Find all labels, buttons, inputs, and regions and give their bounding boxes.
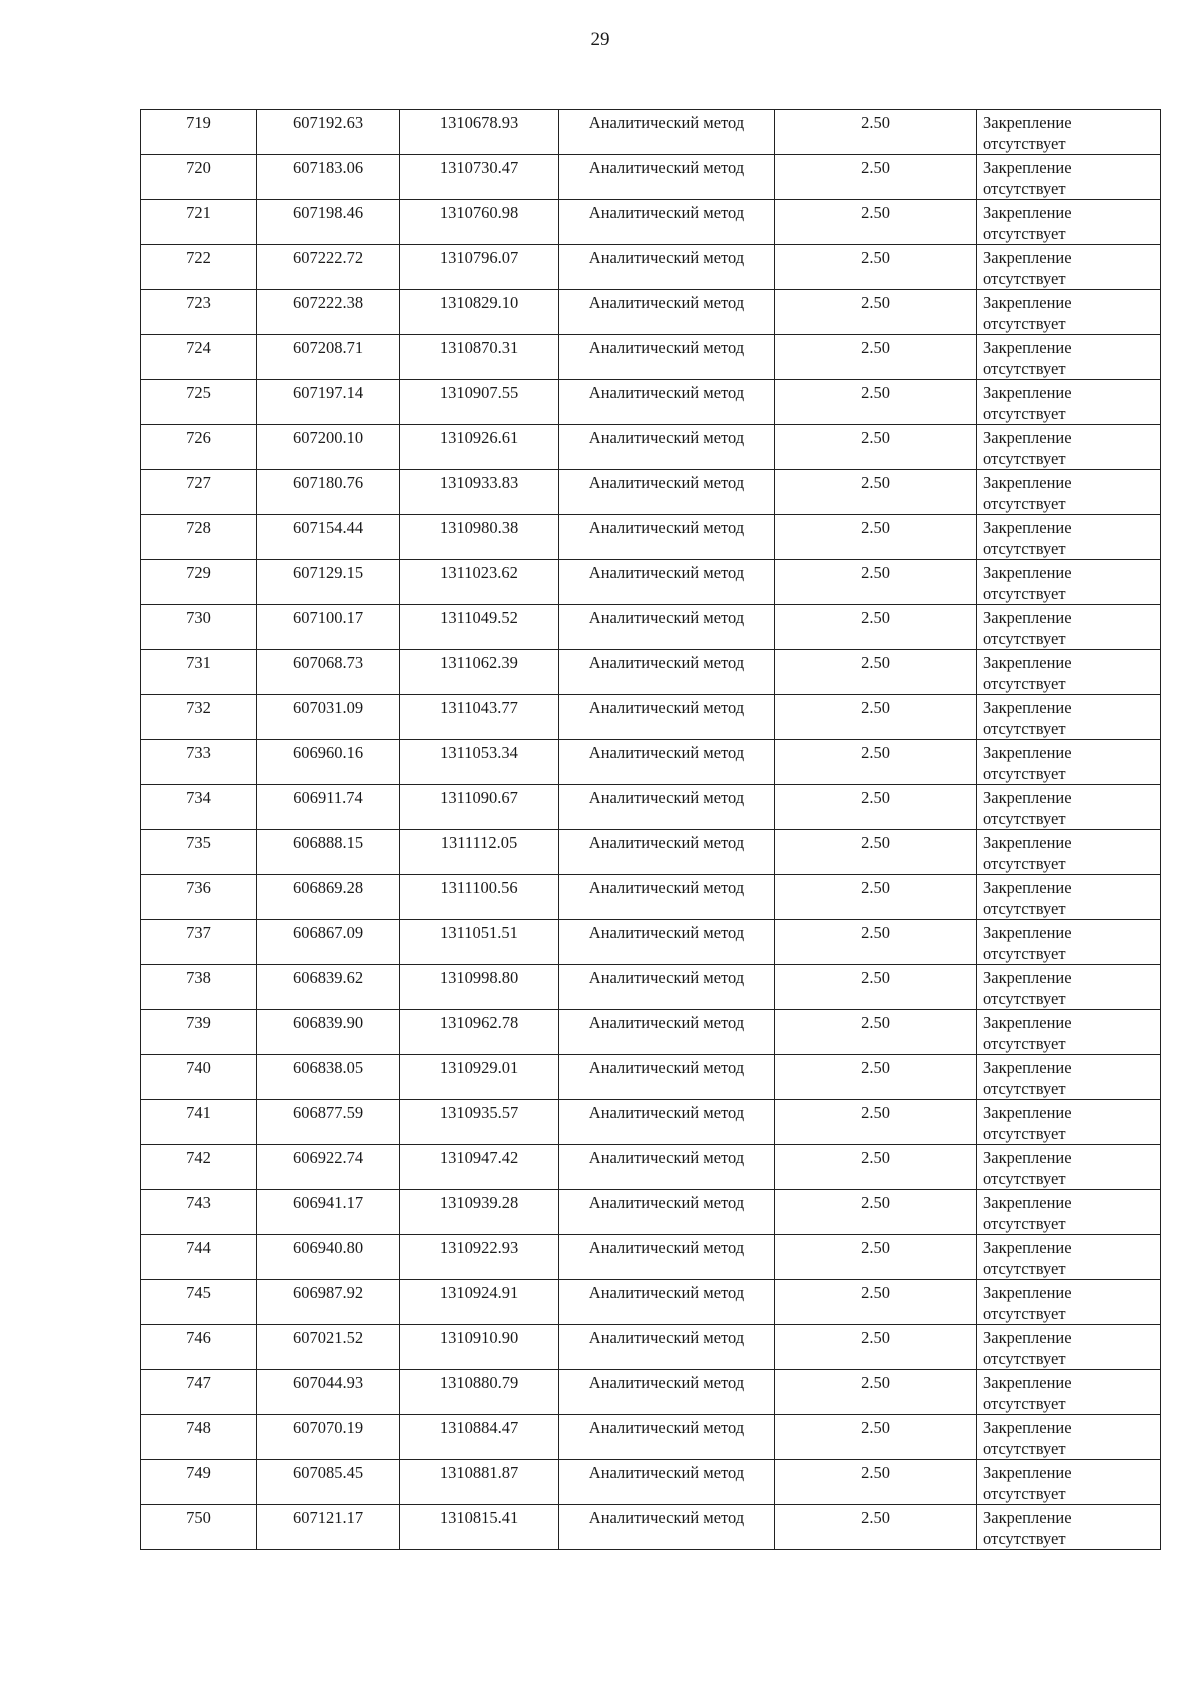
point-number-cell: 746 bbox=[141, 1325, 257, 1370]
x-coordinate-cell: 607200.10 bbox=[257, 425, 400, 470]
y-coordinate-cell: 1310815.41 bbox=[400, 1505, 559, 1550]
accuracy-cell: 2.50 bbox=[775, 1190, 977, 1235]
table-row bbox=[141, 1460, 1161, 1505]
table-row bbox=[141, 1280, 1161, 1325]
table-row bbox=[141, 650, 1161, 695]
method-cell: Аналитический метод bbox=[559, 740, 775, 785]
x-coordinate-cell: 606911.74 bbox=[257, 785, 400, 830]
accuracy-cell: 2.50 bbox=[775, 1100, 977, 1145]
x-coordinate-cell: 607100.17 bbox=[257, 605, 400, 650]
accuracy-cell: 2.50 bbox=[775, 425, 977, 470]
point-number-cell: 727 bbox=[141, 470, 257, 515]
method-cell: Аналитический метод bbox=[559, 335, 775, 380]
page-number: 29 bbox=[590, 29, 610, 50]
accuracy-cell: 2.50 bbox=[775, 1415, 977, 1460]
table-row bbox=[141, 335, 1161, 380]
y-coordinate-cell: 1310926.61 bbox=[400, 425, 559, 470]
accuracy-cell: 2.50 bbox=[775, 335, 977, 380]
point-number-cell: 735 bbox=[141, 830, 257, 875]
y-coordinate-cell: 1310760.98 bbox=[400, 200, 559, 245]
point-number-cell: 750 bbox=[141, 1505, 257, 1550]
method-cell: Аналитический метод bbox=[559, 1010, 775, 1055]
y-coordinate-cell: 1311112.05 bbox=[400, 830, 559, 875]
fixing-cell: Закрепление отсутствует bbox=[977, 650, 1161, 695]
table-row bbox=[141, 560, 1161, 605]
table-row bbox=[141, 605, 1161, 650]
accuracy-cell: 2.50 bbox=[775, 245, 977, 290]
method-cell: Аналитический метод bbox=[559, 830, 775, 875]
accuracy-cell: 2.50 bbox=[775, 1010, 977, 1055]
x-coordinate-cell: 607222.72 bbox=[257, 245, 400, 290]
accuracy-cell: 2.50 bbox=[775, 470, 977, 515]
y-coordinate-cell: 1311049.52 bbox=[400, 605, 559, 650]
y-coordinate-cell: 1311023.62 bbox=[400, 560, 559, 605]
table-row bbox=[141, 1415, 1161, 1460]
point-number-cell: 732 bbox=[141, 695, 257, 740]
table-row bbox=[141, 200, 1161, 245]
method-cell: Аналитический метод bbox=[559, 245, 775, 290]
point-number-cell: 721 bbox=[141, 200, 257, 245]
point-number-cell: 726 bbox=[141, 425, 257, 470]
method-cell: Аналитический метод bbox=[559, 425, 775, 470]
point-number-cell: 720 bbox=[141, 155, 257, 200]
y-coordinate-cell: 1310730.47 bbox=[400, 155, 559, 200]
point-number-cell: 739 bbox=[141, 1010, 257, 1055]
table-row bbox=[141, 110, 1161, 155]
method-cell: Аналитический метод bbox=[559, 515, 775, 560]
point-number-cell: 729 bbox=[141, 560, 257, 605]
fixing-cell: Закрепление отсутствует bbox=[977, 560, 1161, 605]
fixing-cell: Закрепление отсутствует bbox=[977, 245, 1161, 290]
fixing-cell: Закрепление отсутствует bbox=[977, 155, 1161, 200]
y-coordinate-cell: 1310884.47 bbox=[400, 1415, 559, 1460]
y-coordinate-cell: 1310880.79 bbox=[400, 1370, 559, 1415]
y-coordinate-cell: 1310935.57 bbox=[400, 1100, 559, 1145]
y-coordinate-cell: 1311062.39 bbox=[400, 650, 559, 695]
y-coordinate-cell: 1310678.93 bbox=[400, 110, 559, 155]
method-cell: Аналитический метод bbox=[559, 1415, 775, 1460]
y-coordinate-cell: 1310947.42 bbox=[400, 1145, 559, 1190]
table-row bbox=[141, 830, 1161, 875]
method-cell: Аналитический метод bbox=[559, 470, 775, 515]
point-number-cell: 723 bbox=[141, 290, 257, 335]
x-coordinate-cell: 607085.45 bbox=[257, 1460, 400, 1505]
x-coordinate-cell: 606888.15 bbox=[257, 830, 400, 875]
point-number-cell: 719 bbox=[141, 110, 257, 155]
accuracy-cell: 2.50 bbox=[775, 380, 977, 425]
x-coordinate-cell: 607198.46 bbox=[257, 200, 400, 245]
fixing-cell: Закрепление отсутствует bbox=[977, 110, 1161, 155]
x-coordinate-cell: 607021.52 bbox=[257, 1325, 400, 1370]
method-cell: Аналитический метод bbox=[559, 200, 775, 245]
x-coordinate-cell: 607068.73 bbox=[257, 650, 400, 695]
table-row bbox=[141, 1190, 1161, 1235]
fixing-cell: Закрепление отсутствует bbox=[977, 1280, 1161, 1325]
accuracy-cell: 2.50 bbox=[775, 650, 977, 695]
table-row bbox=[141, 1100, 1161, 1145]
table-row bbox=[141, 695, 1161, 740]
x-coordinate-cell: 606987.92 bbox=[257, 1280, 400, 1325]
accuracy-cell: 2.50 bbox=[775, 965, 977, 1010]
y-coordinate-cell: 1310829.10 bbox=[400, 290, 559, 335]
method-cell: Аналитический метод bbox=[559, 1235, 775, 1280]
x-coordinate-cell: 607121.17 bbox=[257, 1505, 400, 1550]
method-cell: Аналитический метод bbox=[559, 1325, 775, 1370]
table-row bbox=[141, 875, 1161, 920]
x-coordinate-cell: 607222.38 bbox=[257, 290, 400, 335]
y-coordinate-cell: 1311043.77 bbox=[400, 695, 559, 740]
fixing-cell: Закрепление отсутствует bbox=[977, 830, 1161, 875]
point-number-cell: 741 bbox=[141, 1100, 257, 1145]
accuracy-cell: 2.50 bbox=[775, 920, 977, 965]
point-number-cell: 740 bbox=[141, 1055, 257, 1100]
accuracy-cell: 2.50 bbox=[775, 290, 977, 335]
method-cell: Аналитический метод bbox=[559, 380, 775, 425]
accuracy-cell: 2.50 bbox=[775, 740, 977, 785]
x-coordinate-cell: 606877.59 bbox=[257, 1100, 400, 1145]
accuracy-cell: 2.50 bbox=[775, 830, 977, 875]
accuracy-cell: 2.50 bbox=[775, 560, 977, 605]
x-coordinate-cell: 607129.15 bbox=[257, 560, 400, 605]
table-row bbox=[141, 515, 1161, 560]
fixing-cell: Закрепление отсутствует bbox=[977, 1235, 1161, 1280]
point-number-cell: 745 bbox=[141, 1280, 257, 1325]
fixing-cell: Закрепление отсутствует bbox=[977, 1325, 1161, 1370]
x-coordinate-cell: 606940.80 bbox=[257, 1235, 400, 1280]
table-row bbox=[141, 1325, 1161, 1370]
accuracy-cell: 2.50 bbox=[775, 1460, 977, 1505]
table-row bbox=[141, 425, 1161, 470]
x-coordinate-cell: 606839.62 bbox=[257, 965, 400, 1010]
point-number-cell: 748 bbox=[141, 1415, 257, 1460]
accuracy-cell: 2.50 bbox=[775, 1370, 977, 1415]
point-number-cell: 744 bbox=[141, 1235, 257, 1280]
x-coordinate-cell: 606839.90 bbox=[257, 1010, 400, 1055]
method-cell: Аналитический метод bbox=[559, 155, 775, 200]
x-coordinate-cell: 607208.71 bbox=[257, 335, 400, 380]
method-cell: Аналитический метод bbox=[559, 920, 775, 965]
y-coordinate-cell: 1310881.87 bbox=[400, 1460, 559, 1505]
fixing-cell: Закрепление отсутствует bbox=[977, 1505, 1161, 1550]
x-coordinate-cell: 606960.16 bbox=[257, 740, 400, 785]
x-coordinate-cell: 606838.05 bbox=[257, 1055, 400, 1100]
table-row bbox=[141, 785, 1161, 830]
point-number-cell: 738 bbox=[141, 965, 257, 1010]
method-cell: Аналитический метод bbox=[559, 290, 775, 335]
method-cell: Аналитический метод bbox=[559, 560, 775, 605]
table-row bbox=[141, 740, 1161, 785]
point-number-cell: 728 bbox=[141, 515, 257, 560]
accuracy-cell: 2.50 bbox=[775, 1145, 977, 1190]
x-coordinate-cell: 607154.44 bbox=[257, 515, 400, 560]
fixing-cell: Закрепление отсутствует bbox=[977, 1100, 1161, 1145]
method-cell: Аналитический метод bbox=[559, 1370, 775, 1415]
fixing-cell: Закрепление отсутствует bbox=[977, 380, 1161, 425]
point-number-cell: 749 bbox=[141, 1460, 257, 1505]
x-coordinate-cell: 606941.17 bbox=[257, 1190, 400, 1235]
x-coordinate-cell: 607044.93 bbox=[257, 1370, 400, 1415]
fixing-cell: Закрепление отсутствует bbox=[977, 875, 1161, 920]
accuracy-cell: 2.50 bbox=[775, 1325, 977, 1370]
y-coordinate-cell: 1311090.67 bbox=[400, 785, 559, 830]
x-coordinate-cell: 607180.76 bbox=[257, 470, 400, 515]
point-number-cell: 733 bbox=[141, 740, 257, 785]
table-row bbox=[141, 965, 1161, 1010]
accuracy-cell: 2.50 bbox=[775, 200, 977, 245]
x-coordinate-cell: 607197.14 bbox=[257, 380, 400, 425]
method-cell: Аналитический метод bbox=[559, 1145, 775, 1190]
coordinates-table-body bbox=[141, 110, 1161, 1550]
method-cell: Аналитический метод bbox=[559, 1280, 775, 1325]
y-coordinate-cell: 1310907.55 bbox=[400, 380, 559, 425]
accuracy-cell: 2.50 bbox=[775, 1280, 977, 1325]
fixing-cell: Закрепление отсутствует bbox=[977, 785, 1161, 830]
y-coordinate-cell: 1310796.07 bbox=[400, 245, 559, 290]
coordinates-table bbox=[140, 109, 1161, 1550]
x-coordinate-cell: 606869.28 bbox=[257, 875, 400, 920]
method-cell: Аналитический метод bbox=[559, 875, 775, 920]
fixing-cell: Закрепление отсутствует bbox=[977, 515, 1161, 560]
method-cell: Аналитический метод bbox=[559, 1505, 775, 1550]
x-coordinate-cell: 606922.74 bbox=[257, 1145, 400, 1190]
fixing-cell: Закрепление отсутствует bbox=[977, 290, 1161, 335]
method-cell: Аналитический метод bbox=[559, 650, 775, 695]
accuracy-cell: 2.50 bbox=[775, 875, 977, 920]
method-cell: Аналитический метод bbox=[559, 1055, 775, 1100]
method-cell: Аналитический метод bbox=[559, 785, 775, 830]
table-row bbox=[141, 290, 1161, 335]
y-coordinate-cell: 1310962.78 bbox=[400, 1010, 559, 1055]
point-number-cell: 722 bbox=[141, 245, 257, 290]
point-number-cell: 724 bbox=[141, 335, 257, 380]
table-row bbox=[141, 1145, 1161, 1190]
y-coordinate-cell: 1311051.51 bbox=[400, 920, 559, 965]
fixing-cell: Закрепление отсутствует bbox=[977, 1370, 1161, 1415]
accuracy-cell: 2.50 bbox=[775, 695, 977, 740]
fixing-cell: Закрепление отсутствует bbox=[977, 425, 1161, 470]
accuracy-cell: 2.50 bbox=[775, 785, 977, 830]
fixing-cell: Закрепление отсутствует bbox=[977, 200, 1161, 245]
point-number-cell: 736 bbox=[141, 875, 257, 920]
table-row bbox=[141, 155, 1161, 200]
y-coordinate-cell: 1310980.38 bbox=[400, 515, 559, 560]
y-coordinate-cell: 1311100.56 bbox=[400, 875, 559, 920]
fixing-cell: Закрепление отсутствует bbox=[977, 965, 1161, 1010]
table-row bbox=[141, 1010, 1161, 1055]
table-row bbox=[141, 1235, 1161, 1280]
point-number-cell: 725 bbox=[141, 380, 257, 425]
point-number-cell: 747 bbox=[141, 1370, 257, 1415]
method-cell: Аналитический метод bbox=[559, 110, 775, 155]
y-coordinate-cell: 1310870.31 bbox=[400, 335, 559, 380]
fixing-cell: Закрепление отсутствует bbox=[977, 920, 1161, 965]
point-number-cell: 742 bbox=[141, 1145, 257, 1190]
fixing-cell: Закрепление отсутствует bbox=[977, 1145, 1161, 1190]
y-coordinate-cell: 1311053.34 bbox=[400, 740, 559, 785]
y-coordinate-cell: 1310922.93 bbox=[400, 1235, 559, 1280]
table-row bbox=[141, 1370, 1161, 1415]
method-cell: Аналитический метод bbox=[559, 605, 775, 650]
x-coordinate-cell: 607192.63 bbox=[257, 110, 400, 155]
fixing-cell: Закрепление отсутствует bbox=[977, 470, 1161, 515]
x-coordinate-cell: 606867.09 bbox=[257, 920, 400, 965]
fixing-cell: Закрепление отсутствует bbox=[977, 695, 1161, 740]
y-coordinate-cell: 1310924.91 bbox=[400, 1280, 559, 1325]
accuracy-cell: 2.50 bbox=[775, 1505, 977, 1550]
method-cell: Аналитический метод bbox=[559, 1460, 775, 1505]
fixing-cell: Закрепление отсутствует bbox=[977, 1010, 1161, 1055]
table-row bbox=[141, 1505, 1161, 1550]
x-coordinate-cell: 607070.19 bbox=[257, 1415, 400, 1460]
table-row bbox=[141, 920, 1161, 965]
point-number-cell: 731 bbox=[141, 650, 257, 695]
accuracy-cell: 2.50 bbox=[775, 1235, 977, 1280]
x-coordinate-cell: 607031.09 bbox=[257, 695, 400, 740]
fixing-cell: Закрепление отсутствует bbox=[977, 1415, 1161, 1460]
method-cell: Аналитический метод bbox=[559, 1100, 775, 1145]
accuracy-cell: 2.50 bbox=[775, 1055, 977, 1100]
method-cell: Аналитический метод bbox=[559, 695, 775, 740]
y-coordinate-cell: 1310998.80 bbox=[400, 965, 559, 1010]
fixing-cell: Закрепление отсутствует bbox=[977, 1055, 1161, 1100]
method-cell: Аналитический метод bbox=[559, 965, 775, 1010]
table-row bbox=[141, 1055, 1161, 1100]
y-coordinate-cell: 1310929.01 bbox=[400, 1055, 559, 1100]
accuracy-cell: 2.50 bbox=[775, 515, 977, 560]
fixing-cell: Закрепление отсутствует bbox=[977, 740, 1161, 785]
x-coordinate-cell: 607183.06 bbox=[257, 155, 400, 200]
accuracy-cell: 2.50 bbox=[775, 110, 977, 155]
point-number-cell: 734 bbox=[141, 785, 257, 830]
y-coordinate-cell: 1310933.83 bbox=[400, 470, 559, 515]
table-row bbox=[141, 470, 1161, 515]
table-row bbox=[141, 380, 1161, 425]
table-row bbox=[141, 245, 1161, 290]
point-number-cell: 730 bbox=[141, 605, 257, 650]
fixing-cell: Закрепление отсутствует bbox=[977, 1460, 1161, 1505]
accuracy-cell: 2.50 bbox=[775, 155, 977, 200]
fixing-cell: Закрепление отсутствует bbox=[977, 1190, 1161, 1235]
point-number-cell: 743 bbox=[141, 1190, 257, 1235]
point-number-cell: 737 bbox=[141, 920, 257, 965]
fixing-cell: Закрепление отсутствует bbox=[977, 335, 1161, 380]
y-coordinate-cell: 1310910.90 bbox=[400, 1325, 559, 1370]
fixing-cell: Закрепление отсутствует bbox=[977, 605, 1161, 650]
method-cell: Аналитический метод bbox=[559, 1190, 775, 1235]
y-coordinate-cell: 1310939.28 bbox=[400, 1190, 559, 1235]
accuracy-cell: 2.50 bbox=[775, 605, 977, 650]
